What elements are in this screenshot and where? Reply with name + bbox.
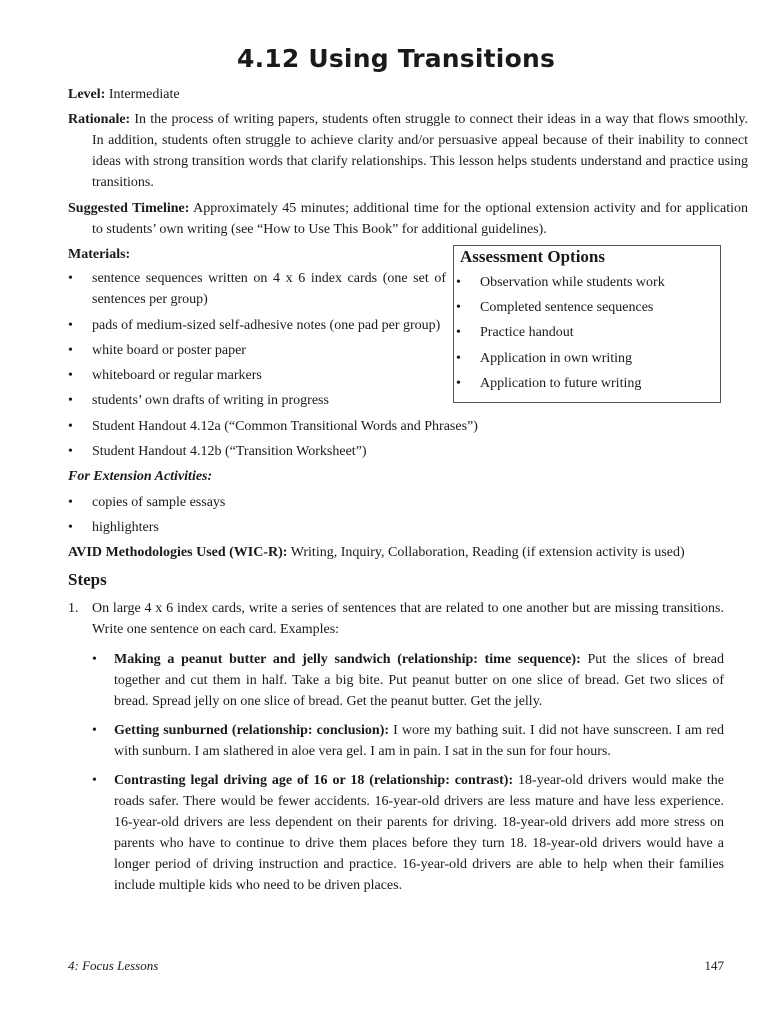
step-1-text: On large 4 x 6 index cards, write a series of sentences that are related to one another but are missing transitions. Write one sentence on each card. Examples:: [92, 601, 724, 637]
assessment-item-text: Completed sentence sequences: [480, 300, 654, 315]
rationale-label: Rationale:: [68, 112, 131, 127]
level-line: [68, 84, 724, 105]
example-text: Put the slices of bread together and cut them in half. Take a big bite. Put peanut butter on one slice of bread. Get two slices of bread. Spread jelly on one slice of bread. Get the peanut butter. Get the jelly.: [114, 652, 725, 709]
example-text: I wore my bathing suit. I did not have sunscreen. I am red with sunburn. I am slathered in aloe vera gel. I am in pain. I sat in the sun for four hours.: [114, 723, 725, 759]
materials-item-text: Student Handout 4.12a (“Common Transitional Words and Phrases”): [92, 419, 478, 434]
extension-item-text: highlighters: [92, 520, 159, 535]
bullet-icon: •: [456, 376, 461, 391]
footer-section: 4: Focus Lessons: [68, 958, 159, 973]
materials-item-text: pads of medium-sized self-adhesive notes (one pad per group): [92, 318, 441, 333]
bullet-icon: •: [68, 343, 73, 358]
materials-heading: [68, 244, 448, 265]
materials-item-text: white board or poster paper: [92, 343, 246, 358]
extension-heading: [68, 466, 724, 487]
step-number: 1.: [68, 601, 79, 616]
timeline-text: Approximately 45 minutes; additional time for the optional extension activity and for application to students’ own writing (see “How to Use This Book” for additional guidelines).: [92, 201, 749, 237]
assessment-item-text: Application to future writing: [480, 376, 642, 391]
materials-label: Materials:: [68, 247, 131, 262]
page-title: 4.12 Using Transitions: [236, 44, 556, 73]
step-1: [68, 598, 724, 640]
bullet-icon: •: [456, 275, 461, 290]
assessment-item-text: Observation while students work: [480, 275, 665, 290]
bullet-icon: •: [68, 520, 73, 535]
assessment-item-text: Application in own writing: [480, 351, 633, 366]
bullet-icon: •: [92, 652, 97, 667]
bullet-icon: •: [456, 351, 461, 366]
level-label: Level:: [68, 87, 106, 102]
assessment-heading: Assessment Options: [460, 247, 605, 266]
materials-item: [68, 268, 446, 310]
rationale-text: In the process of writing papers, students often struggle to connect their ideas in a way that flows smoothly. In addition, students often struggle to achieve clarity and/or persuasive appeal because of their inability to connect ideas with strong transition words that clarify relationships. This lesson helps students understand and practice using transitions.: [92, 112, 749, 190]
materials-item-text: students’ own drafts of writing in progress: [92, 393, 329, 408]
bullet-icon: •: [68, 271, 73, 286]
materials-item-text: Student Handout 4.12b (“Transition Worksheet”): [92, 444, 367, 459]
bullet-icon: •: [92, 723, 97, 738]
timeline-paragraph: [68, 198, 748, 240]
page-number: 147: [704, 958, 724, 973]
steps-heading: Steps: [68, 570, 107, 589]
example-item: [92, 720, 724, 762]
bullet-icon: •: [456, 325, 461, 340]
extension-item-text: copies of sample essays: [92, 495, 226, 510]
level-value: Intermediate: [108, 87, 180, 102]
example-label: Making a peanut butter and jelly sandwich (relationship: time sequence):: [114, 652, 581, 667]
assessment-item-text: Practice handout: [480, 325, 574, 340]
example-item: [92, 649, 724, 712]
extension-label: For Extension Activities:: [68, 469, 213, 484]
bullet-icon: •: [68, 393, 73, 408]
avid-line: [68, 542, 724, 563]
bullet-icon: •: [68, 318, 73, 333]
example-label: Contrasting legal driving age of 16 or 18 (relationship: contrast):: [114, 773, 514, 788]
avid-text: Writing, Inquiry, Collaboration, Reading (if extension activity is used): [290, 545, 685, 560]
bullet-icon: •: [68, 368, 73, 383]
example-label: Getting sunburned (relationship: conclusion):: [114, 723, 390, 738]
bullet-icon: •: [68, 419, 73, 434]
bullet-icon: •: [68, 495, 73, 510]
rationale-paragraph: [68, 109, 748, 193]
materials-item-text: whiteboard or regular markers: [92, 368, 262, 383]
example-item: [92, 770, 724, 896]
example-text: 18-year-old drivers would make the roads safer. There would be fewer accidents. 16-year-old drivers are less mature and have less experience. 16-year-old drivers are less dependent on their parents for driving. 18-year-old drivers add more stress on parents who have to continue to drive them places before they turn 18. 18-year-old drivers would have a longer period of driving instruction and practice. 16-year-old drivers are able to help when their families include multiple kids who need to be driven places.: [114, 773, 724, 893]
bullet-icon: •: [456, 300, 461, 315]
materials-item-text: sentence sequences written on 4 x 6 index cards (one set of sentences per group): [92, 271, 446, 307]
bullet-icon: •: [68, 444, 73, 459]
assessment-options-box: [453, 245, 721, 403]
bullet-icon: •: [92, 773, 97, 788]
timeline-label: Suggested Timeline:: [68, 201, 190, 216]
avid-label: AVID Methodologies Used (WIC-R):: [68, 545, 288, 560]
